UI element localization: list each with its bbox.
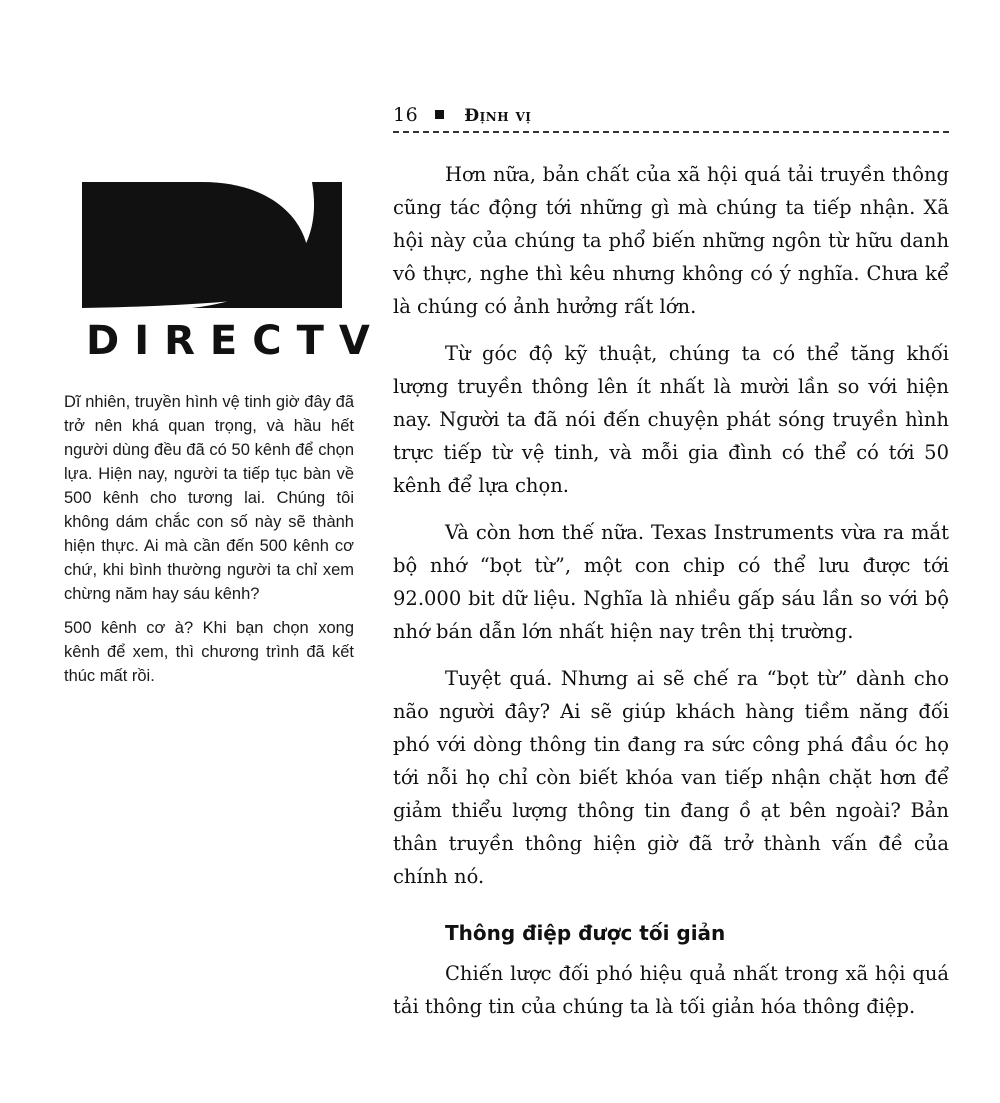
running-head [393, 104, 949, 134]
section-heading: Thông điệp được tối giản [445, 921, 726, 945]
main-text [393, 158, 949, 1037]
header-divider [393, 131, 949, 133]
body-paragraph: Tuyệt quá. Nhưng ai sẽ chế ra “bọt từ” dành cho não người đây? Ai sẽ giúp khách hàng tiềm năng đối phó với dòng thông tin đang ra sức công phá đầu óc họ tới nỗi họ chỉ còn biết khóa van tiếp nhận chặt hơn để giảm thiểu lượng thông tin đang ồ ạt bên ngoài? Bản thân truyền thông hiện giờ đã trở thành vấn đề của chính nó. [393, 667, 949, 888]
body-paragraph: Từ góc độ kỹ thuật, chúng ta có thể tăng khối lượng truyền thông lên ít nhất là mười lần so với hiện nay. Người ta đã nói đến chuyện phát sóng truyền hình trực tiếp từ vệ tinh, và mỗi gia đình có thể có tới 50 kênh để lựa chọn. [393, 342, 949, 497]
body-paragraph: Và còn hơn thế nữa. Texas Instruments vừa ra mắt bộ nhớ “bọt từ”, một con chip có thể lưu được tới 92.000 bit dữ liệu. Nghĩa là nhiều gấp sáu lần so với bộ nhớ bán dẫn lớn nhất hiện nay trên thị trường. [393, 521, 949, 643]
logo-wordmark: DIRECTV [86, 318, 385, 364]
sidebar-paragraph: Dĩ nhiên, truyền hình vệ tinh giờ đây đã trở nên khá quan trọng, và hầu hết người dùng đều đã có 50 kênh để chọn lựa. Hiện nay, người ta tiếp tục bàn về 500 kênh cho tương lai. Chúng tôi không dám chắc con số này sẽ thành hiện thực. Ai mà cần đến 500 kênh cơ chứ, khi bình thường người ta chỉ xem chừng năm hay sáu kênh? [64, 393, 354, 603]
body-paragraph: Chiến lược đối phó hiệu quả nhất trong xã hội quá tải thông tin của chúng ta là tối giản hóa thông điệp. [393, 962, 949, 1018]
page-number: 16 [393, 104, 419, 126]
section-title: Định vị [464, 106, 532, 126]
body-paragraph: Hơn nữa, bản chất của xã hội quá tải truyền thông cũng tác động tới những gì mà chúng ta tiếp nhận. Xã hội này của chúng ta phổ biến những ngôn từ hữu danh vô thực, nghe thì kêu nhưng không có ý nghĩa. Chưa kể là chúng có ảnh hưởng rất lớn. [393, 163, 949, 318]
square-bullet-icon [435, 110, 444, 119]
sidebar-caption [64, 390, 354, 698]
sidebar-paragraph: 500 kênh cơ à? Khi bạn chọn xong kênh để xem, thì chương trình đã kết thúc mất rồi. [64, 619, 354, 685]
